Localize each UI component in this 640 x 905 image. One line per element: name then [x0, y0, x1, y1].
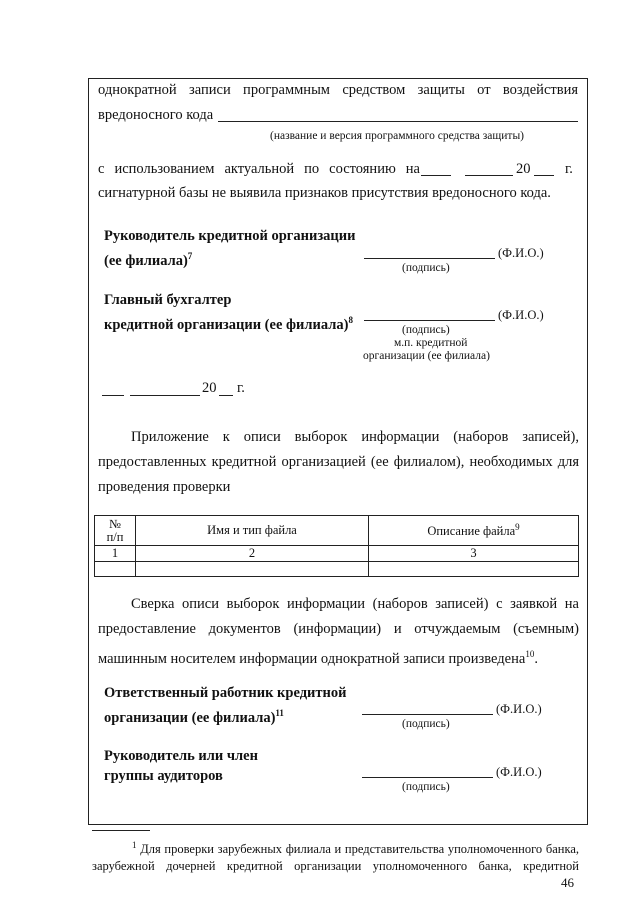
header-name: Имя и тип файла: [136, 516, 369, 546]
blank-line: [130, 395, 200, 396]
blank-line: [102, 395, 124, 396]
year-suffix: г.: [565, 161, 573, 177]
signature-line: [364, 320, 495, 321]
stamp-caption: организации (ее филиала): [363, 350, 490, 362]
year-suffix: г.: [237, 380, 245, 396]
header-desc: Описание файла$^9$: [369, 516, 579, 546]
text-line: машинным носителем информации однократной записи произведена$^{10}$.: [98, 649, 538, 667]
table-cell: [136, 562, 369, 577]
year-label: 20: [202, 380, 217, 396]
blank-line: [218, 121, 578, 122]
footnote-ref: 7: [187, 251, 193, 261]
blank-line: [421, 175, 451, 176]
footnote-ref: 10: [525, 649, 535, 659]
footnote-ref: 9: [515, 521, 520, 532]
text-line: предоставление документов (информации) и отчуждаемым (съемным): [98, 621, 579, 637]
signatory-title: Руководитель или член группы аудиторов: [104, 748, 258, 784]
files-table: [94, 515, 579, 577]
page-number: 46: [561, 875, 574, 890]
signature-line: [362, 777, 493, 778]
year-label: 20: [516, 161, 531, 177]
table-cell: 1: [95, 546, 136, 562]
text-line: однократной записи программным средством защиты от воздействия: [98, 82, 578, 98]
table-cell: 2: [136, 546, 369, 562]
caption: (подпись): [402, 781, 450, 793]
table-cell: [369, 562, 579, 577]
footnote: $^1$ Для проверки зарубежных филиала и представительства уполномоченного банка, зарубежной дочерней кредитной организации уполномоченного банка, кредитной: [92, 840, 580, 874]
text-line: Приложение к описи выборок информации (наборов записей),: [131, 429, 579, 445]
caption: (название и версия программного средства защиты): [270, 130, 524, 142]
footnote-ref: 11: [275, 708, 284, 718]
blank-line: [534, 175, 554, 176]
table-cell: [95, 562, 136, 577]
footnote-rule: [92, 830, 150, 831]
header-num: № п/п: [95, 516, 136, 546]
fio-label: (Ф.И.О.): [498, 308, 544, 322]
text-line: сигнатурной базы не выявила признаков присутствия вредоносного кода.: [98, 185, 551, 201]
blank-line: [219, 395, 233, 396]
stamp-caption: м.п. кредитной: [394, 337, 468, 349]
caption: (подпись): [402, 262, 450, 274]
signature-line: [362, 714, 493, 715]
signature-line: [364, 258, 495, 259]
caption: (подпись): [402, 718, 450, 730]
table-cell: 3: [369, 546, 579, 562]
text-line: вредоносного кода: [98, 107, 214, 123]
caption: (подпись): [402, 324, 450, 336]
footnote-mark: 1: [132, 840, 137, 850]
signatory-title: Ответственный работник кредитной организации (ее филиала)$^{11}$: [104, 685, 347, 726]
text-line: предоставленных кредитной организацией (ее филиалом), необходимых для: [98, 454, 579, 470]
fio-label: (Ф.И.О.): [498, 246, 544, 260]
table-row: [95, 546, 579, 562]
table-header-row: [95, 516, 579, 546]
footnote-ref: 8: [348, 315, 353, 325]
blank-line: [465, 175, 513, 176]
fio-label: (Ф.И.О.): [496, 765, 542, 779]
signatory-title: Руководитель кредитной организации (ее филиала)$^7$: [104, 228, 356, 269]
signatory-title: Главный бухгалтер кредитной организации (ее филиала)$^8$: [104, 292, 353, 333]
table-row: [95, 562, 579, 577]
text-line: Сверка описи выборок информации (наборов записей) с заявкой на: [131, 596, 579, 612]
fio-label: (Ф.И.О.): [496, 702, 542, 716]
text-line: проведения проверки: [98, 479, 231, 495]
text-line: с использованием актуальной по состоянию на: [98, 161, 420, 177]
